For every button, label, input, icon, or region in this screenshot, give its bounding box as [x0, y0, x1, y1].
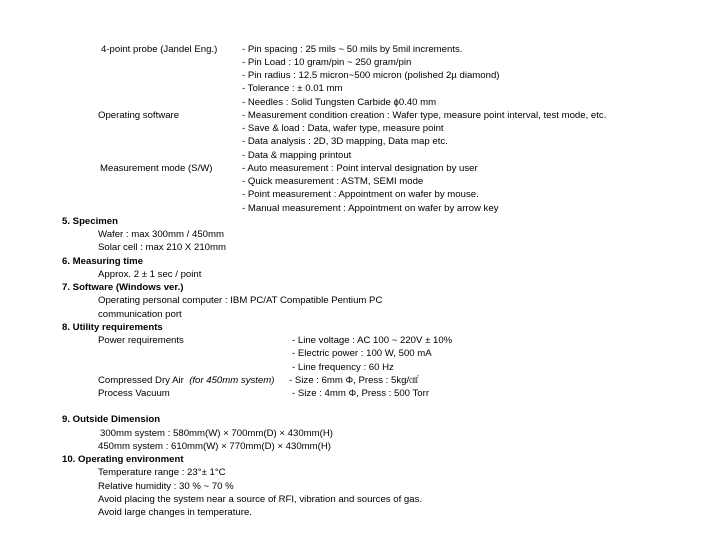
environment-temperature: Temperature range : 23°± 1°C [98, 467, 226, 478]
mode-item-point: - Point measurement : Appointment on wafer by mouse. [242, 189, 479, 200]
probe-item-pin-radius: - Pin radius : 12.5 micron~500 micron (polished 2µ diamond) [242, 70, 500, 81]
software-heading: 7. Software (Windows ver.) [62, 282, 184, 293]
probe-item-needles: - Needles : Solid Tungsten Carbide ϕ0.40 mm [242, 97, 437, 108]
environment-temperature-note: Avoid large changes in temperature. [98, 507, 252, 518]
specimen-solar-cell: Solar cell : max 210 X 210mm [98, 242, 226, 253]
vacuum-value: - Size : 4mm Φ, Press : 500 Torr [292, 388, 430, 399]
software-pc: Operating personal computer : IBM PC/AT Compatible Pentium PC [98, 295, 383, 306]
software-item-save-load: - Save & load : Data, wafer type, measure point [242, 123, 444, 134]
software-item-printout: - Data & mapping printout [242, 150, 352, 161]
power-electric: - Electric power : 100 W, 500 mA [292, 348, 432, 359]
air-label-row [98, 374, 274, 387]
measuring-time-heading: 6. Measuring time [62, 256, 144, 267]
air-note: (for 450mm system) [189, 375, 275, 386]
probe-label: 4-point probe (Jandel Eng.) [101, 44, 218, 55]
utility-heading: 8. Utility requirements [62, 322, 163, 333]
probe-item-pin-load: - Pin Load : 10 gram/pin ~ 250 gram/pin [242, 57, 412, 68]
specimen-wafer: Wafer : max 300mm / 450mm [98, 229, 224, 240]
software-item-condition: - Measurement condition creation : Wafer type, measure point interval, test mode, etc. [242, 110, 607, 121]
power-line-voltage: - Line voltage : AC 100 ~ 220V ± 10% [292, 335, 453, 346]
mode-item-quick: - Quick measurement : ASTM, SEMI mode [242, 176, 424, 187]
vacuum-label: Process Vacuum [98, 388, 170, 399]
specimen-heading: 5. Specimen [62, 216, 118, 227]
air-value: - Size : 6mm Φ, Press : 5kg/㎠ [289, 375, 419, 386]
dimension-300mm: 300mm system : 580mm(W) × 700mm(D) × 430mm(H) [100, 428, 333, 439]
software-item-analysis: - Data analysis : 2D, 3D mapping, Data map etc. [242, 136, 448, 147]
measuring-time-value: Approx. 2 ± 1 sec / point [98, 269, 202, 280]
mode-item-auto: - Auto measurement : Point interval designation by user [242, 163, 478, 174]
probe-item-tolerance: - Tolerance : ± 0.01 mm [242, 83, 343, 94]
mode-item-manual: - Manual measurement : Appointment on wafer by arrow key [242, 203, 499, 214]
environment-rfi-note: Avoid placing the system near a source of RFI, vibration and sources of gas. [98, 494, 423, 505]
power-frequency: - Line frequency : 60 Hz [292, 362, 394, 373]
software-label: Operating software [98, 110, 180, 121]
mode-label: Measurement mode (S/W) [100, 163, 213, 174]
power-label: Power requirements [98, 335, 184, 346]
environment-humidity: Relative humidity : 30 % ~ 70 % [98, 481, 234, 492]
environment-heading: 10. Operating environment [62, 454, 184, 465]
dimension-450mm: 450mm system : 610mm(W) × 770mm(D) × 430mm(H) [98, 441, 331, 452]
probe-item-pin-spacing: - Pin spacing : 25 mils ~ 50 mils by 5mil increments. [242, 44, 463, 55]
air-label: Compressed Dry Air [98, 375, 184, 386]
dimension-heading: 9. Outside Dimension [62, 414, 161, 425]
software-port: communication port [98, 309, 182, 320]
